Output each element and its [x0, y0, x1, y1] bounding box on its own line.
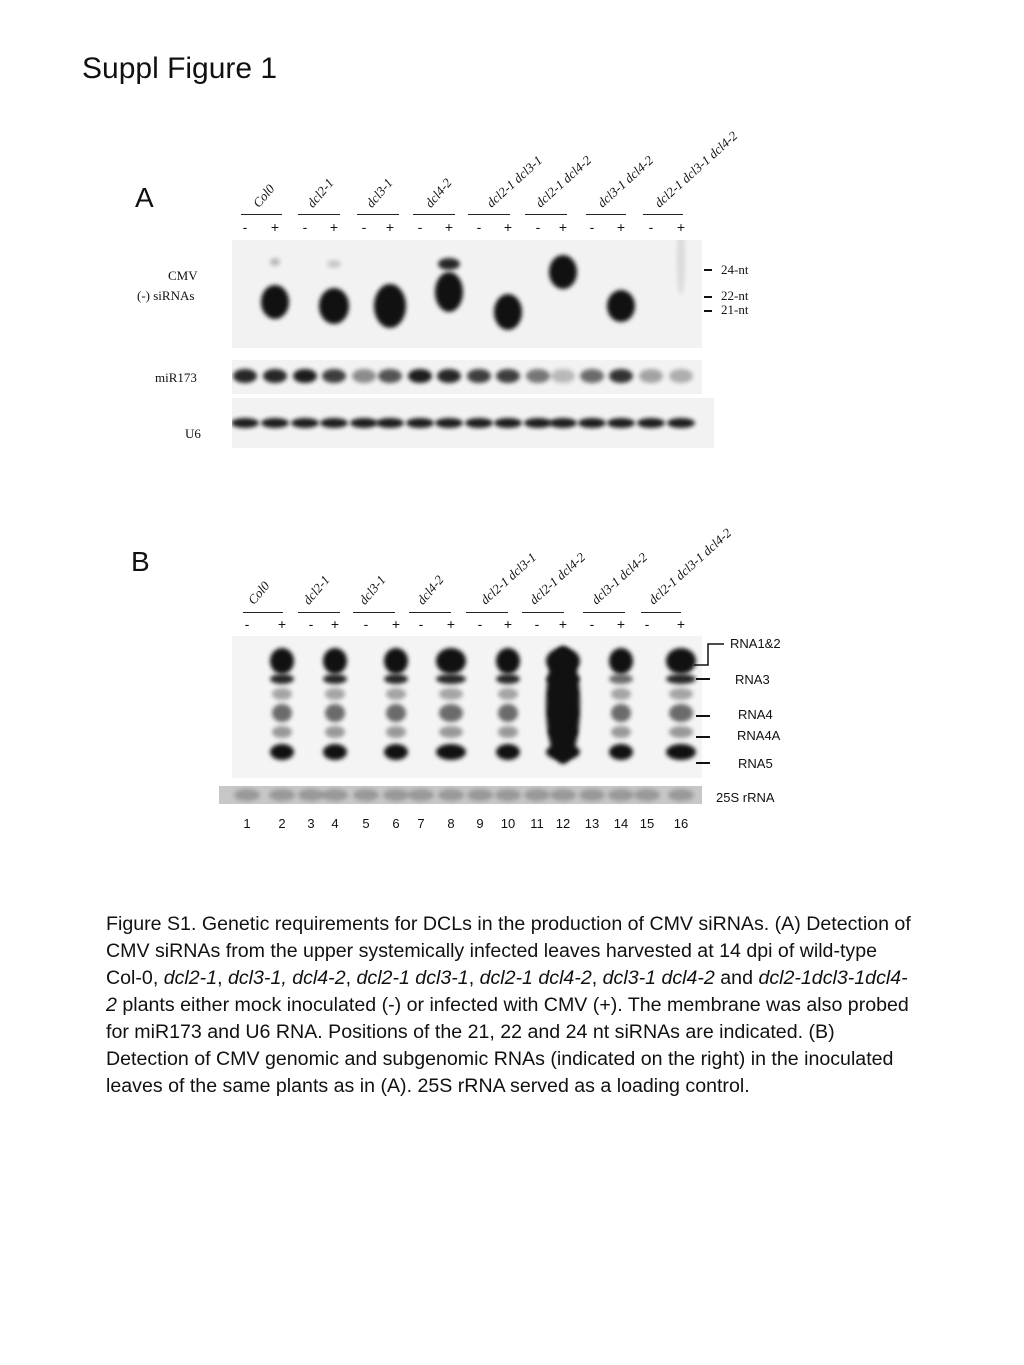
rna5-band [270, 744, 294, 760]
probe-label-sirnas: (-) siRNAs [137, 288, 195, 303]
mock-sign: - [476, 219, 482, 235]
u6-band [637, 418, 665, 428]
infected-sign: + [270, 219, 280, 235]
u6-band [291, 418, 319, 428]
rna4a-band [325, 726, 344, 738]
rrna-band [467, 789, 493, 801]
rna12-band [384, 648, 408, 674]
caption-sep: , [345, 967, 357, 989]
caption-genotype: dcl2-1dcl3-1dcl4-2 [106, 967, 908, 1016]
rna-band [611, 688, 630, 700]
panel-b-genotype-dcl3-dcl4: dcl3-1 dcl4-2 [588, 549, 651, 608]
sirna-band [261, 285, 289, 319]
infected-sign: + [444, 219, 454, 235]
u6-band [494, 418, 522, 428]
u6-band [578, 418, 606, 428]
mock-sign: - [244, 616, 250, 632]
lane-number: 11 [530, 816, 544, 831]
mir173-band [496, 369, 520, 383]
rna3-band [666, 674, 696, 684]
underline [243, 612, 283, 613]
rna4a-band [439, 726, 463, 738]
rna-band [272, 688, 291, 700]
mock-sign: - [644, 616, 650, 632]
lane-number: 15 [639, 816, 655, 831]
lane-number: 9 [476, 816, 484, 831]
panel-a-genotype-dcl2: dcl2-1 [303, 175, 337, 211]
mock-sign: - [589, 616, 595, 632]
rna3-band [436, 674, 466, 684]
underline [353, 612, 395, 613]
infected-sign: + [616, 219, 626, 235]
sirna-band [677, 240, 685, 295]
underline [413, 214, 455, 215]
sirna-band [374, 284, 406, 328]
marker-tick [696, 736, 710, 738]
infected-sign: + [503, 616, 513, 632]
panel-b-genotype-col0: Col0 [244, 578, 273, 608]
rna12-band [436, 648, 466, 674]
rrna-band [408, 789, 434, 801]
rrna-band [495, 789, 521, 801]
mir173-band [352, 369, 376, 383]
underline [298, 612, 340, 613]
caption-genotype: dcl2-1 [163, 967, 218, 989]
rna12-bracket [690, 638, 730, 672]
u6-band [320, 418, 348, 428]
rna-band [669, 688, 693, 700]
label-rna4: RNA4 [738, 707, 773, 722]
u6-band [549, 418, 577, 428]
rna3-band [384, 674, 408, 684]
mir173-band [609, 369, 633, 383]
sirna-band [438, 258, 460, 270]
caption-sep: , [217, 967, 228, 989]
caption-genotype: dcl3-1 dcl4-2 [602, 967, 715, 989]
underline [522, 612, 564, 613]
mir173-band [293, 369, 317, 383]
u6-band [376, 418, 404, 428]
u6-band [232, 418, 259, 428]
marker-tick [696, 715, 710, 717]
panel-b-genotype-dcl3: dcl3-1 [355, 572, 389, 608]
underline [468, 214, 510, 215]
underline [466, 612, 508, 613]
u6-blot [232, 398, 714, 448]
rna4-band [439, 704, 463, 722]
rna-smear [546, 646, 580, 764]
infected-sign: + [446, 616, 456, 632]
u6-band [406, 418, 434, 428]
infected-sign: + [329, 219, 339, 235]
rna12-band [270, 648, 294, 674]
underline [583, 612, 625, 613]
label-rna5: RNA5 [738, 756, 773, 771]
rna-band [386, 688, 405, 700]
sirna-band [319, 288, 349, 324]
rrna-blot [219, 786, 702, 804]
marker-tick [704, 296, 712, 298]
u6-band [524, 418, 552, 428]
caption-sep: and [714, 967, 759, 989]
figure-caption [106, 911, 916, 1100]
lane-number: 2 [278, 816, 286, 831]
mock-sign: - [308, 616, 314, 632]
rna3-band [496, 674, 520, 684]
panel-b-genotype-dcl2: dcl2-1 [299, 572, 333, 608]
lane-number: 10 [500, 816, 516, 831]
underline [298, 214, 340, 215]
mir173-band [437, 369, 461, 383]
infected-sign: + [503, 219, 513, 235]
u6-band [435, 418, 463, 428]
marker-tick [704, 269, 712, 271]
rrna-band [608, 789, 634, 801]
label-rna3: RNA3 [735, 672, 770, 687]
infected-sign: + [558, 616, 568, 632]
panel-a-genotype-dcl2-dcl3: dcl2-1 dcl3-1 [483, 152, 546, 211]
u6-band [261, 418, 289, 428]
caption-text: Figure S1. Genetic requirements for DCLs in the production of CMV siRNAs. (A) Detection of CMV siRNAs from the upper systemically infected leaves harvested at 14 dpi of wild-type Col-0, [106, 913, 911, 989]
infected-sign: + [676, 219, 686, 235]
rrna-band [269, 789, 295, 801]
rna4-band [669, 704, 693, 722]
rna4a-band [498, 726, 517, 738]
underline [357, 214, 399, 215]
lane-number: 16 [673, 816, 689, 831]
rna5-band [609, 744, 633, 760]
sirna-band [327, 260, 341, 268]
panel-a-genotype-triple: dcl2-1 dcl3-1 dcl4-2 [651, 128, 741, 211]
u6-band [607, 418, 635, 428]
rna5-band [323, 744, 347, 760]
mir173-band [233, 369, 257, 383]
rna12-band [496, 648, 520, 674]
mir173-blot [232, 360, 702, 394]
rrna-band [438, 789, 464, 801]
panel-a-genotype-dcl2-dcl4: dcl2-1 dcl4-2 [532, 152, 595, 211]
mock-sign: - [418, 616, 424, 632]
lane-number: 8 [447, 816, 455, 831]
rrna-band [234, 789, 260, 801]
rrna-band [550, 789, 576, 801]
mock-sign: - [477, 616, 483, 632]
infected-sign: + [277, 616, 287, 632]
mir173-band [408, 369, 432, 383]
panel-a-genotype-dcl3-dcl4: dcl3-1 dcl4-2 [594, 152, 657, 211]
mir173-band [467, 369, 491, 383]
infected-sign: + [676, 616, 686, 632]
mock-sign: - [417, 219, 423, 235]
rna5-band [666, 744, 696, 760]
underline [586, 214, 626, 215]
rna-band [498, 688, 517, 700]
sirna-band [607, 290, 635, 322]
lane-number: 6 [392, 816, 400, 831]
underline [241, 214, 282, 215]
rna5-band [496, 744, 520, 760]
infected-sign: + [558, 219, 568, 235]
lane-number: 4 [331, 816, 339, 831]
lane-number: 1 [243, 816, 251, 831]
rrna-band [322, 789, 348, 801]
rna3-band [323, 674, 347, 684]
panel-a-genotype-col0: Col0 [249, 181, 278, 211]
rna4a-band [611, 726, 630, 738]
underline [525, 214, 567, 215]
marker-tick [696, 762, 710, 764]
mir173-band [378, 369, 402, 383]
marker-tick [696, 678, 710, 680]
caption-sep: , [591, 967, 603, 989]
mock-sign: - [535, 219, 541, 235]
lane-number: 3 [307, 816, 315, 831]
probe-label-mir173: miR173 [155, 370, 197, 385]
rna-band [439, 688, 463, 700]
mir173-band [580, 369, 604, 383]
mock-sign: - [242, 219, 248, 235]
sirna-band [549, 255, 577, 289]
sirna-band [494, 294, 522, 330]
mir173-band [322, 369, 346, 383]
mock-sign: - [361, 219, 367, 235]
infected-sign: + [616, 616, 626, 632]
sirna-blot [232, 240, 702, 348]
caption-text: plants either mock inoculated (-) or infected with CMV (+). The membrane was also probed for miR173 and U6 RNA. Positions of the 21, 22 and 24 nt siRNAs are indicated. (B) Detection of CMV genomic and subgenomic RNAs (indicated on the right) in the inoculated leaves of the same plants as in (A). 25S rRNA served as a loading control. [106, 994, 909, 1097]
rrna-band [668, 789, 694, 801]
infected-sign: + [391, 616, 401, 632]
rna4a-band [386, 726, 405, 738]
rna4a-band [669, 726, 693, 738]
panel-b-genotype-triple: dcl2-1 dcl3-1 dcl4-2 [645, 525, 735, 608]
underline [643, 214, 683, 215]
mock-sign: - [302, 219, 308, 235]
lane-number: 13 [584, 816, 600, 831]
figure-title: Suppl Figure 1 [82, 52, 278, 85]
u6-band [667, 418, 695, 428]
panel-a-letter: A [135, 182, 154, 213]
rrna-band [353, 789, 379, 801]
underline [409, 612, 451, 613]
mir173-band [639, 369, 663, 383]
infected-sign: + [385, 219, 395, 235]
rna5-band [384, 744, 408, 760]
mock-sign: - [534, 616, 540, 632]
marker-24nt: 24-nt [721, 262, 749, 277]
mock-sign: - [648, 219, 654, 235]
rna3-band [270, 674, 294, 684]
rna3-band [609, 674, 633, 684]
u6-band [465, 418, 493, 428]
lane-number: 5 [362, 816, 370, 831]
caption-genotype: dcl3-1, dcl4-2 [227, 967, 346, 989]
caption-genotype: dcl2-1 dcl3-1 [356, 967, 469, 989]
infected-sign: + [330, 616, 340, 632]
rna4a-band [272, 726, 291, 738]
panel-b-letter: B [131, 546, 150, 577]
rrna-band [383, 789, 409, 801]
rna4-band [325, 704, 344, 722]
mock-sign: - [589, 219, 595, 235]
marker-tick [704, 310, 712, 312]
rrna-band [298, 789, 324, 801]
rrna-band [524, 789, 550, 801]
rna5-band [436, 744, 466, 760]
rna-blot [232, 636, 702, 778]
label-rna4a: RNA4A [737, 728, 781, 743]
sirna-band [270, 258, 280, 266]
lane-number: 7 [417, 816, 425, 831]
lane-number: 12 [555, 816, 571, 831]
u6-band [350, 418, 378, 428]
sirna-band [435, 272, 463, 312]
label-rna1-2: RNA1&2 [730, 636, 781, 651]
caption-genotype: dcl2-1 dcl4-2 [479, 967, 592, 989]
rrna-band [579, 789, 605, 801]
mir173-band [526, 369, 550, 383]
lane-number: 14 [613, 816, 629, 831]
rna12-band [323, 648, 347, 674]
panel-b-genotype-dcl2-dcl3: dcl2-1 dcl3-1 [477, 549, 540, 608]
rna4-band [272, 704, 291, 722]
rrna-band [634, 789, 660, 801]
rna4-band [611, 704, 630, 722]
probe-label-cmv: CMV [168, 268, 198, 283]
caption-sep: , [468, 967, 480, 989]
underline [641, 612, 681, 613]
panel-a-genotype-dcl4: dcl4-2 [421, 175, 455, 211]
marker-22nt: 22-nt [721, 288, 749, 303]
label-25s-rrna: 25S rRNA [716, 790, 775, 805]
panel-b-genotype-dcl4: dcl4-2 [413, 572, 447, 608]
rna4-band [386, 704, 405, 722]
rna12-band [609, 648, 633, 674]
panel-a-genotype-dcl3: dcl3-1 [362, 175, 396, 211]
mir173-band [263, 369, 287, 383]
marker-21nt: 21-nt [721, 302, 749, 317]
probe-label-u6: U6 [185, 426, 201, 441]
mock-sign: - [363, 616, 369, 632]
rna4-band [498, 704, 517, 722]
mir173-band [551, 369, 575, 383]
mir173-band [669, 369, 693, 383]
rna-band [325, 688, 344, 700]
panel-b-genotype-dcl2-dcl4: dcl2-1 dcl4-2 [526, 549, 589, 608]
